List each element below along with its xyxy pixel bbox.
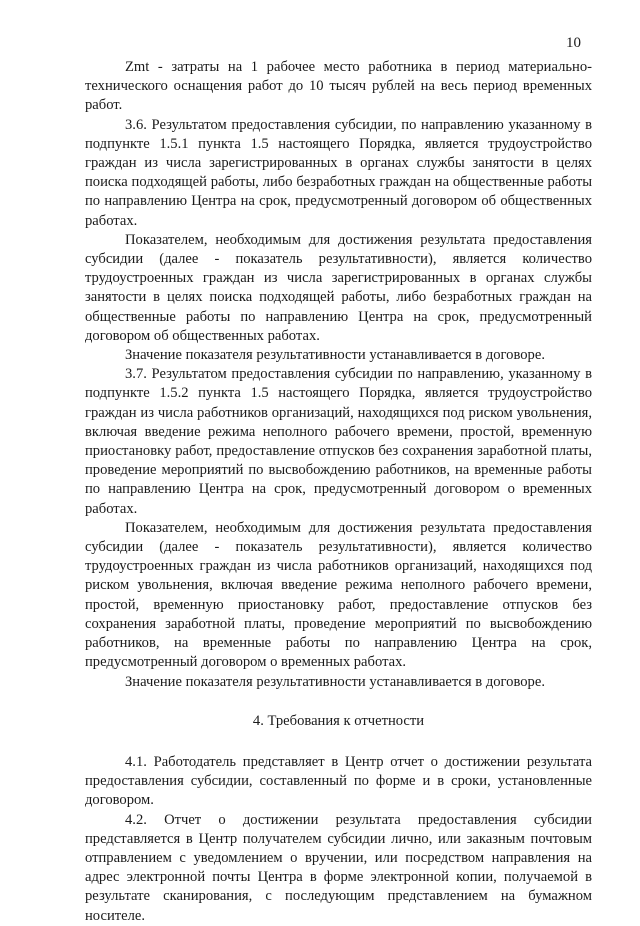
paragraph-indicator-value-2: Значение показателя результативности устанавливается в договоре. [125,673,545,690]
paragraph-3-7: 3.7. Результатом предоставления субсидии по направлению, указанному в подпункте 1.5.2 пункта 1.5 настоящего Порядка, является трудоустройство граждан из числа работников организаций, находящихся под риском увольнения, включая введение режима неполного рабочего времени, простой, временную приостановку работ, предоставление отпусков без сохранения заработной платы, проведение мероприятий по высвобождению работников, на временные работы по направлению Центра на срок, предусмотренный договором о временных работах. [85,366,592,517]
paragraph-4-2: 4.2. Отчет о достижении результата предоставления субсидии представляется в Центр получателем субсидии лично, или заказным почтовым отправлением с уведомлением о вручении, или посредством направления на адрес электронной почты Центра в форме электронной копии, получаемой в результате сканирования, с последующим представлением на бумажном носителе. [85,811,592,924]
paragraph-indicator-3-6: Показателем, необходимым для достижения результата предоставления субсидии (далее - показатель результативности), является количество трудоустроенных граждан из числа зарегистрированных в органах службы занятости в целях поиска подходящей работы, либо безработных граждан на общественные работы по направлению Центра на срок, предусмотренный договором об общественных работах. [85,231,592,344]
document-body [85,58,592,926]
page-number: 10 [566,35,581,51]
section-heading: 4. Требования к отчетности [252,712,425,729]
paragraph-indicator-value-1: Значение показателя результативности устанавливается в договоре. [125,347,545,364]
paragraph-3-6: 3.6. Результатом предоставления субсидии, по направлению указанному в подпункте 1.5.1 пункта 1.5 настоящего Порядка, является трудоустройство граждан из числа зарегистрированных в органах службы занятости в целях поиска подходящей работы, либо безработных граждан на общественные работы по направлению Центра на срок, предусмотренный договором об общественных работах. [85,116,592,229]
paragraph-indicator-3-7: Показателем, необходимым для достижения результата предоставления субсидии (далее - показатель результативности), является количество трудоустроенных граждан из числа работников организаций, находящихся под риском увольнения, включая введение режима неполного рабочего времени, простой, временную приостановку работ, предоставление отпусков без сохранения заработной платы, проведение мероприятий по высвобождению работников, на временные работы по направлению Центра на срок, предусмотренный договором о временных работах. [85,519,592,671]
paragraph-4-1: 4.1. Работодатель представляет в Центр отчет о достижении результата предоставления субсидии, составленный по форме и в сроки, установленные договором. [85,753,592,809]
paragraph-zmt-definition: Zmt - затраты на 1 рабочее место работника в период материально-технического оснащения работ до 10 тысяч рублей на весь период временных работ. [85,59,592,114]
